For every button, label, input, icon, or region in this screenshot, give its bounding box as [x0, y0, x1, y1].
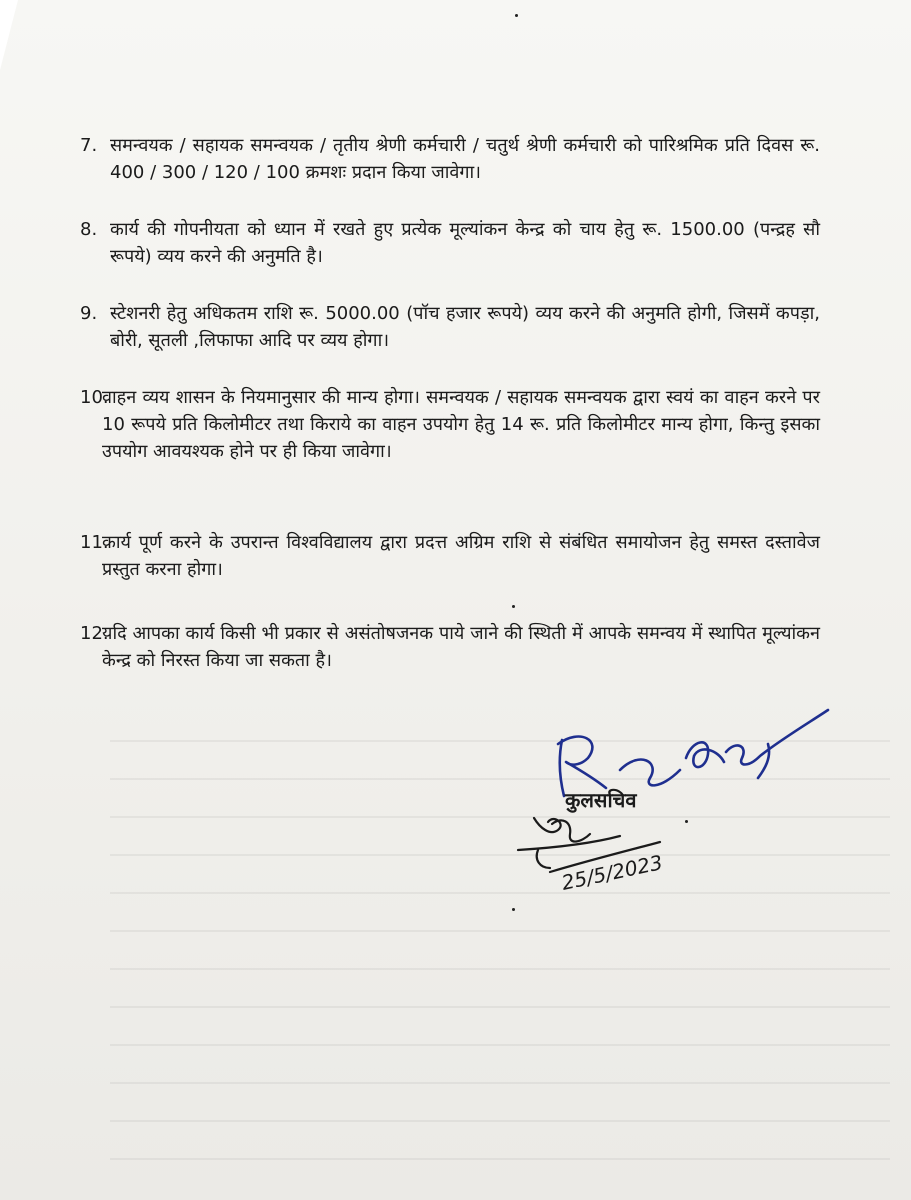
- clause-text: स्टेशनरी हेतु अधिकतम राशि रू. 5000.00 (पॉच हजार रूपये) व्यय करने की अनुमति होगी, जिसमें कपड़ा, बोरी, सूतली ,लिफाफा आदि पर व्यय होगा।: [110, 303, 820, 351]
- clause-text: कार्य पूर्ण करने के उपरान्त विश्वविद्यालय द्वारा प्रदत्त अग्रिम राशि से संबंधित समायोजन हेतु समस्त दस्तावेज प्रस्तुत करना होगा।: [102, 532, 820, 580]
- clause-text: समन्वयक / सहायक समन्वयक / तृतीय श्रेणी कर्मचारी / चतुर्थ श्रेणी कर्मचारी को पारिश्रमिक प्रति दिवस रू. 400 / 300 / 120 / 100 क्रमशः प्रदान किया जावेगा।: [110, 135, 820, 183]
- clause-number: 11.: [80, 532, 109, 553]
- handwritten-signature: [510, 700, 840, 900]
- folded-corner: [0, 0, 18, 70]
- clause-12: [80, 620, 820, 674]
- clause-number: 8.: [80, 219, 98, 240]
- clause-number: 10.: [80, 387, 109, 408]
- clause-11: [80, 529, 820, 583]
- clause-10: [80, 384, 820, 465]
- clause-text: वाहन व्यय शासन के नियमानुसार की मान्य होगा। समन्वयक / सहायक समन्वयक द्वारा स्वयं का वाहन करने पर 10 रूपये प्रति किलोमीटर तथा किराये का वाहन उपयोग हेतु 14 रू. प्रति किलोमीटर मान्य होगा, किन्तु इसका उपयोग आवयश्यक होने पर ही किया जावेगा।: [102, 387, 820, 462]
- speck: [515, 14, 518, 17]
- registrar-designation: कुलसचिव: [565, 788, 637, 812]
- clause-9: [80, 300, 820, 354]
- clause-8: [80, 216, 820, 270]
- handwritten-date: 25/5/2023: [559, 850, 665, 895]
- clause-number: 12.: [80, 623, 109, 644]
- speck: [512, 908, 515, 911]
- clause-number: 7.: [80, 135, 98, 156]
- clause-7: [80, 132, 820, 186]
- clause-number: 9.: [80, 303, 98, 324]
- speck: [512, 605, 515, 608]
- clause-text: यदि आपका कार्य किसी भी प्रकार से असंतोषजनक पाये जाने की स्थिती में आपके समन्वय में स्थापित मूल्यांकन केन्द्र को निरस्त किया जा सकता है।: [102, 623, 820, 671]
- clause-text: कार्य की गोपनीयता को ध्यान में रखते हुए प्रत्येक मूल्यांकन केन्द्र को चाय हेतु रू. 1500.00 (पन्द्रह सौ रूपये) व्यय करने की अनुमति है।: [110, 219, 820, 267]
